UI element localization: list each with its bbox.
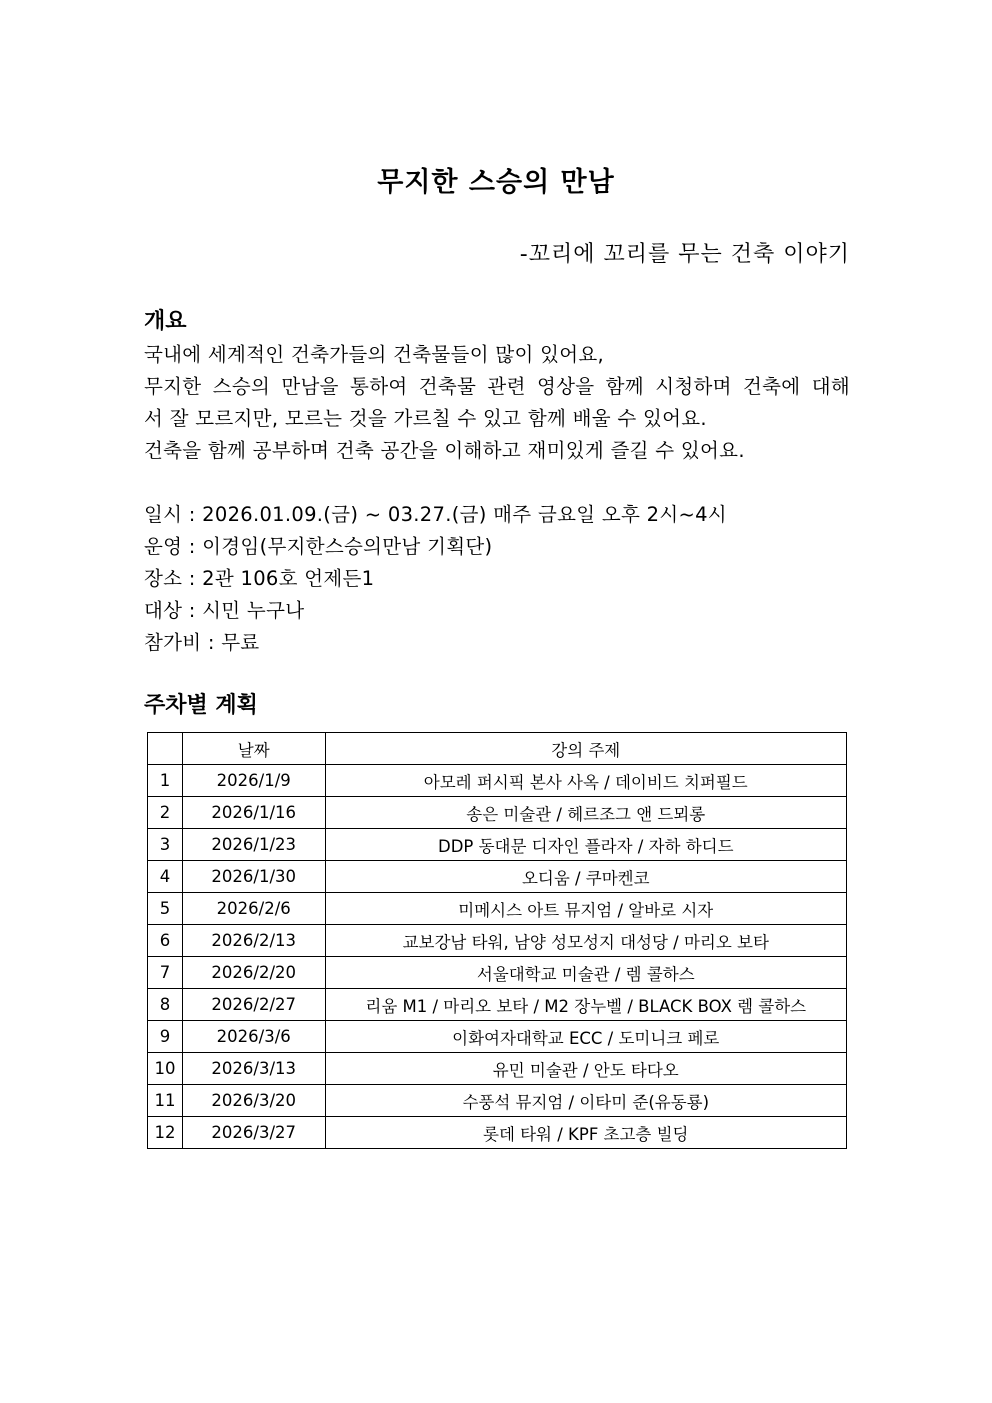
info-value: 2026.01.09.(금) ~ 03.27.(금) 매주 금요일 오후 2시~4시 (202, 503, 727, 526)
row-no: 2 (148, 797, 183, 829)
table-row (148, 957, 847, 989)
row-date: 2026/1/16 (182, 797, 325, 829)
table-row (148, 925, 847, 957)
row-topic: 리움 M1 / 마리오 보타 / M2 장누벨 / BLACK BOX 렘 콜하스 (325, 989, 846, 1021)
info-value: 시민 누구나 (202, 599, 305, 622)
info-label: 대상 (144, 599, 183, 622)
row-no: 11 (148, 1085, 183, 1117)
weekly-plan-table (147, 732, 847, 1149)
info-value: 2관 106호 언제든1 (202, 567, 375, 590)
overview-line: 건축을 함께 공부하며 건축 공간을 이해하고 재미있게 즐길 수 있어요. (144, 439, 745, 462)
info-value: 이경임(무지한스승의만남 기획단) (202, 535, 493, 558)
row-topic: DDP 동대문 디자인 플라자 / 자하 하디드 (325, 829, 846, 861)
overview-line: 국내에 세계적인 건축가들의 건축물들이 많이 있어요, (144, 343, 605, 366)
row-topic: 서울대학교 미술관 / 렘 콜하스 (325, 957, 846, 989)
header-topic: 강의 주제 (325, 733, 846, 765)
info-value: 무료 (221, 631, 260, 654)
info-label: 운영 (144, 535, 183, 558)
row-date: 2026/3/27 (182, 1117, 325, 1149)
row-no: 12 (148, 1117, 183, 1149)
row-topic: 유민 미술관 / 안도 타다오 (325, 1053, 846, 1085)
row-date: 2026/1/9 (182, 765, 325, 797)
info-row-date: 일시 : 2026.01.09.(금) ~ 03.27.(금) 매주 금요일 오후 2시~4시 (144, 503, 727, 526)
row-topic: 오디움 / 쿠마켄코 (325, 861, 846, 893)
row-no: 4 (148, 861, 183, 893)
plan-heading: 주차별 계획 (144, 693, 258, 718)
row-date: 2026/2/13 (182, 925, 325, 957)
overview-line: 무지한 스승의 만남을 통하여 건축물 관련 영상을 함께 시청하며 건축에 대해 (144, 375, 850, 398)
row-no: 8 (148, 989, 183, 1021)
row-topic: 미메시스 아트 뮤지엄 / 알바로 시자 (325, 893, 846, 925)
row-topic: 롯데 타워 / KPF 초고층 빌딩 (325, 1117, 846, 1149)
row-topic: 이화여자대학교 ECC / 도미니크 페로 (325, 1021, 846, 1053)
row-topic: 아모레 퍼시픽 본사 사옥 / 데이비드 치퍼필드 (325, 765, 846, 797)
info-row-fee: 참가비 : 무료 (144, 631, 260, 654)
row-topic: 송은 미술관 / 헤르조그 앤 드뫼롱 (325, 797, 846, 829)
row-topic: 수풍석 뮤지엄 / 이타미 준(유동룡) (325, 1085, 846, 1117)
row-date: 2026/2/27 (182, 989, 325, 1021)
row-no: 7 (148, 957, 183, 989)
table-row (148, 861, 847, 893)
overview-line: 서 잘 모르지만, 모르는 것을 가르칠 수 있고 함께 배울 수 있어요. (144, 407, 707, 430)
row-topic: 교보강남 타워, 남양 성모성지 대성당 / 마리오 보타 (325, 925, 846, 957)
table-row (148, 893, 847, 925)
table-row (148, 1117, 847, 1149)
row-no: 3 (148, 829, 183, 861)
row-date: 2026/2/6 (182, 893, 325, 925)
table-row (148, 829, 847, 861)
table-row (148, 1021, 847, 1053)
row-date: 2026/1/23 (182, 829, 325, 861)
table-row (148, 1085, 847, 1117)
info-row-target: 대상 : 시민 누구나 (144, 599, 305, 622)
row-date: 2026/3/20 (182, 1085, 325, 1117)
row-no: 6 (148, 925, 183, 957)
overview-body (144, 339, 850, 467)
table-header-row (148, 733, 847, 765)
table-row (148, 797, 847, 829)
row-no: 9 (148, 1021, 183, 1053)
table-row (148, 1053, 847, 1085)
info-label: 일시 (144, 503, 183, 526)
row-date: 2026/3/13 (182, 1053, 325, 1085)
row-no: 5 (148, 893, 183, 925)
table-row (148, 765, 847, 797)
event-info (144, 499, 727, 659)
document-subtitle: -꼬리에 꼬리를 무는 건축 이야기 (519, 242, 850, 267)
table-row (148, 989, 847, 1021)
row-date: 2026/1/30 (182, 861, 325, 893)
header-no (148, 733, 183, 765)
row-no: 10 (148, 1053, 183, 1085)
info-label: 장소 (144, 567, 183, 590)
overview-heading: 개요 (144, 309, 187, 334)
info-label: 참가비 (144, 631, 202, 654)
document-title: 무지한 스승의 만남 (377, 167, 615, 198)
row-date: 2026/2/20 (182, 957, 325, 989)
info-row-operator: 운영 : 이경임(무지한스승의만남 기획단) (144, 535, 493, 558)
row-date: 2026/3/6 (182, 1021, 325, 1053)
header-date: 날짜 (182, 733, 325, 765)
info-row-place: 장소 : 2관 106호 언제든1 (144, 567, 375, 590)
row-no: 1 (148, 765, 183, 797)
